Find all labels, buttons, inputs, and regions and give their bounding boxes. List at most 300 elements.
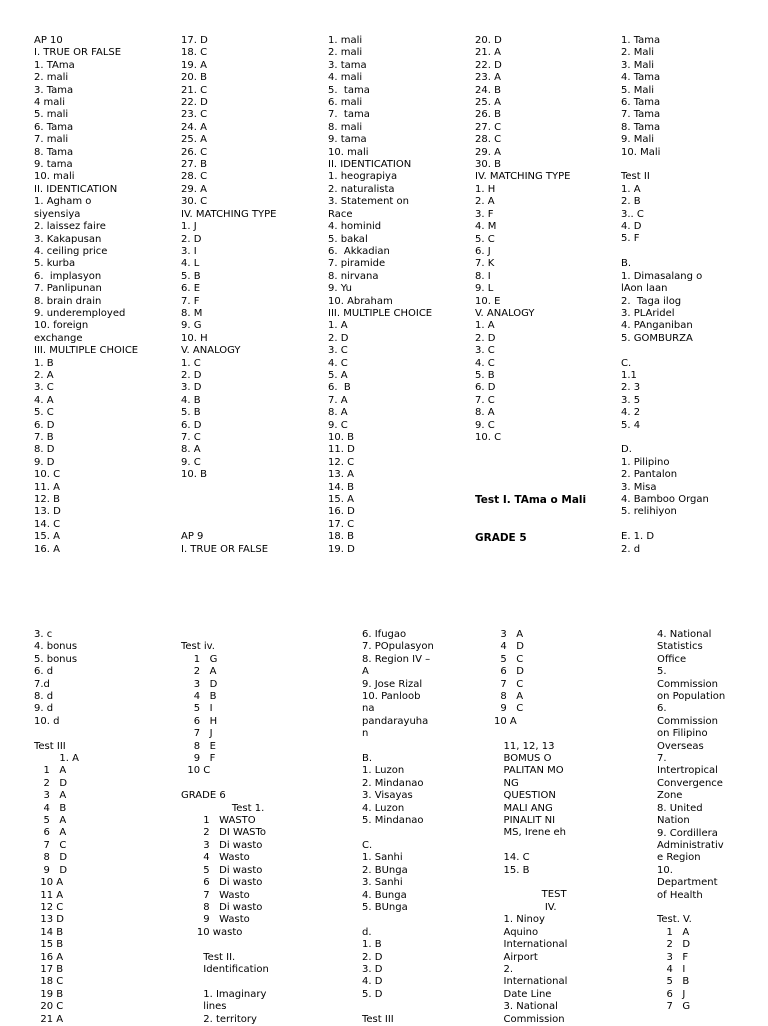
answer-line: 27. C bbox=[475, 121, 502, 133]
answer-line: 10. mali bbox=[328, 146, 369, 158]
answer-line: 5. bonus bbox=[34, 653, 78, 665]
answer-line: 5 B bbox=[657, 976, 690, 988]
answer-line: 1. Sanhi bbox=[362, 852, 403, 864]
answer-line: 4 D bbox=[494, 641, 524, 653]
answer-line: 7 G bbox=[657, 1001, 691, 1013]
answer-line: 2 DI WASTo bbox=[181, 827, 267, 839]
answer-line: 6 D bbox=[494, 666, 524, 678]
answer-line: 5. B bbox=[181, 407, 201, 419]
answer-line: 2. D bbox=[328, 332, 349, 344]
answer-line: 2. 3 bbox=[621, 382, 641, 394]
answer-line: Test 1. bbox=[181, 802, 265, 814]
answer-line: 4. B bbox=[181, 394, 201, 406]
answer-line: 13 D bbox=[34, 914, 64, 926]
answer-line: 3. D bbox=[181, 382, 202, 394]
answer-line: 5 Di wasto bbox=[181, 864, 263, 876]
answer-line: siyensiya bbox=[34, 208, 81, 220]
answer-line: 6 Di wasto bbox=[181, 877, 263, 889]
answer-line: C. bbox=[621, 357, 632, 369]
answer-line: 7 J bbox=[181, 728, 213, 740]
answer-line: 8. A bbox=[328, 407, 348, 419]
answer-line: 25. A bbox=[181, 134, 207, 146]
answer-line: Commission bbox=[494, 1013, 565, 1025]
answer-line: 29. A bbox=[181, 183, 207, 195]
answer-line: 4. Bunga bbox=[362, 889, 407, 901]
answer-line: 10 A bbox=[494, 715, 517, 727]
answer-line: PALITAN MO bbox=[494, 765, 564, 777]
answer-line: 7. F bbox=[181, 295, 200, 307]
answer-line: 5. C bbox=[34, 407, 54, 419]
answer-line: 13. A bbox=[328, 469, 354, 481]
bottom-column-4 bbox=[494, 629, 567, 1026]
answer-line: 8 E bbox=[181, 740, 216, 752]
answer-line: 4. ceiling price bbox=[34, 245, 108, 257]
answer-line: 4. D bbox=[362, 976, 383, 988]
answer-line: 10. E bbox=[475, 295, 501, 307]
bottom-column-1 bbox=[34, 629, 79, 1026]
answer-line: 5. tama bbox=[328, 84, 370, 96]
answer-line bbox=[494, 877, 567, 889]
answer-line: 6. D bbox=[181, 419, 202, 431]
answer-line: on Filipino bbox=[657, 728, 708, 740]
answer-line: 7. mali bbox=[34, 134, 69, 146]
answer-line: 7. A bbox=[328, 394, 348, 406]
answer-line: 14. B bbox=[328, 481, 354, 493]
answer-line: 10. Mali bbox=[621, 146, 661, 158]
answer-line: Overseas bbox=[657, 740, 704, 752]
answer-line: B. bbox=[621, 258, 632, 270]
answer-line: 2 D bbox=[657, 939, 691, 951]
answer-line: 12. C bbox=[328, 456, 355, 468]
answer-line: 3 A bbox=[34, 790, 67, 802]
answer-line: 7. B bbox=[34, 432, 54, 443]
answer-line: 3. Statement on bbox=[328, 196, 409, 208]
answer-line: III. MULTIPLE CHOICE bbox=[328, 307, 433, 319]
answer-line: 1. Pilipino bbox=[621, 456, 670, 468]
answer-line: Race bbox=[328, 208, 353, 220]
answer-line: 6. D bbox=[475, 382, 496, 394]
answer-line: lines bbox=[181, 1001, 227, 1013]
answer-line: 13. D bbox=[34, 506, 61, 518]
answer-line: 4 Wasto bbox=[181, 852, 250, 864]
answer-line: 3. F bbox=[475, 208, 494, 220]
answer-line: 5. kurba bbox=[34, 258, 76, 270]
answer-line: 7. C bbox=[181, 432, 201, 443]
answer-line: 24. A bbox=[181, 121, 207, 133]
answer-line: 8. nirvana bbox=[328, 270, 379, 282]
answer-line: Identification bbox=[181, 963, 269, 975]
answer-line: 16 A bbox=[34, 951, 64, 963]
answer-line: 26. C bbox=[181, 146, 208, 158]
bottom-column-5 bbox=[657, 629, 725, 1014]
answer-line: 7. piramide bbox=[328, 258, 386, 270]
answer-line: 7. Panlipunan bbox=[34, 283, 102, 295]
answer-line: 3. Mali bbox=[621, 59, 655, 71]
answer-line: 9 C bbox=[494, 703, 524, 715]
answer-line: 14 B bbox=[34, 926, 64, 938]
answer-line: 27. B bbox=[181, 159, 207, 171]
answer-line: 10. Abraham bbox=[328, 295, 393, 307]
answer-line: 7. tama bbox=[328, 109, 370, 121]
answer-line: 1. C bbox=[181, 357, 201, 369]
answer-line: GRADE 6 bbox=[181, 790, 226, 802]
answer-line: II. IDENTICATION bbox=[328, 159, 412, 171]
answer-line: 20 C bbox=[34, 1001, 64, 1013]
answer-line: PINALIT NI bbox=[494, 815, 556, 827]
answer-line: E. 1. D bbox=[621, 531, 655, 543]
answer-line: B. bbox=[362, 753, 373, 765]
answer-line: MS, Irene eh bbox=[494, 827, 567, 839]
answer-line: 2. Mindanao bbox=[362, 777, 424, 789]
answer-line: 1. heograpiya bbox=[328, 171, 398, 183]
answer-line: 9. tama bbox=[328, 134, 367, 146]
answer-line: 28. C bbox=[475, 134, 502, 146]
answer-line: 1.1 bbox=[621, 369, 637, 381]
answer-line: 6. Tama bbox=[621, 97, 661, 109]
answer-line: 4. Bamboo Organ bbox=[621, 493, 709, 505]
answer-line: 7 C bbox=[494, 678, 524, 690]
answer-line: IV. bbox=[494, 901, 557, 913]
answer-line: 6. D bbox=[34, 419, 55, 431]
answer-line bbox=[181, 976, 269, 988]
answer-line: 17. C bbox=[328, 518, 355, 530]
answer-line: 1. A bbox=[621, 183, 641, 195]
answer-line: 5. mali bbox=[34, 109, 69, 121]
bottom-column-3 bbox=[362, 629, 434, 1026]
answer-line: 22. D bbox=[181, 97, 208, 109]
answer-line: 14. C bbox=[34, 518, 61, 530]
answer-line: 5. A bbox=[328, 369, 348, 381]
answer-line: MALI ANG bbox=[494, 802, 553, 814]
answer-line: 4 I bbox=[657, 963, 686, 975]
answer-line: II. IDENTICATION bbox=[34, 183, 118, 195]
answer-line: 30. C bbox=[181, 196, 208, 208]
answer-line: 7. K bbox=[475, 258, 495, 270]
answer-line bbox=[362, 914, 434, 926]
answer-line: 9. Cordillera bbox=[657, 827, 718, 839]
answer-line: 6. implasyon bbox=[34, 270, 102, 282]
answer-line: 2. mali bbox=[34, 72, 69, 84]
answer-line: 8. A bbox=[181, 444, 201, 456]
answer-line bbox=[362, 827, 434, 839]
answer-line: Test II. bbox=[181, 951, 236, 963]
answer-line: 24. B bbox=[475, 84, 501, 96]
answer-line: I. TRUE OR FALSE bbox=[34, 47, 122, 59]
answer-line: 8. brain drain bbox=[34, 295, 102, 307]
answer-line: 3. C bbox=[328, 345, 348, 357]
answer-line: 23. C bbox=[181, 109, 208, 121]
answer-line: International bbox=[494, 939, 568, 951]
answer-line: 19. D bbox=[328, 543, 355, 555]
answer-line: Aquino bbox=[494, 926, 539, 938]
answer-line: Department bbox=[657, 877, 718, 889]
answer-line: 6. Tama bbox=[34, 121, 74, 133]
answer-line: pandarayuha bbox=[362, 715, 429, 727]
answer-line: 3. C bbox=[34, 382, 54, 394]
answer-line: 1 A bbox=[657, 926, 690, 938]
answer-line: 20. D bbox=[475, 35, 502, 46]
answer-line: 6. Ifugao bbox=[362, 629, 407, 640]
answer-line: 10. foreign bbox=[34, 320, 89, 332]
answer-line: 8 A bbox=[494, 691, 524, 703]
answer-line: 2. bbox=[494, 963, 514, 975]
answer-line: 2. D bbox=[181, 369, 202, 381]
answer-line: 17 B bbox=[34, 963, 64, 975]
answer-line: 10. bbox=[657, 864, 673, 876]
answer-line: 5. bbox=[657, 666, 667, 678]
answer-line: 5. relihiyon bbox=[621, 506, 677, 518]
answer-line: 10 A bbox=[34, 877, 64, 889]
answer-line: 7. Tama bbox=[621, 109, 661, 121]
answer-line: 1 A bbox=[34, 765, 67, 777]
answer-line: 8 Di wasto bbox=[181, 901, 263, 913]
answer-line: 5 C bbox=[494, 653, 524, 665]
answer-line: 7. C bbox=[475, 394, 495, 406]
answer-line: 4 B bbox=[181, 691, 217, 703]
answer-line: 3. PLAridel bbox=[621, 307, 675, 319]
answer-line: 10. C bbox=[34, 469, 61, 481]
answer-line: 8 D bbox=[34, 852, 68, 864]
answer-line: 15. B bbox=[494, 864, 530, 876]
answer-line: Test II bbox=[621, 171, 650, 183]
answer-line: 1 WASTO bbox=[181, 815, 256, 827]
answer-line: na bbox=[362, 703, 375, 715]
answer-line: 1. TAma bbox=[34, 59, 75, 71]
answer-line: 9. C bbox=[181, 456, 201, 468]
answer-line: QUESTION bbox=[494, 790, 556, 802]
bottom-column-2 bbox=[181, 629, 269, 1026]
answer-line: 8. Tama bbox=[34, 146, 74, 158]
answer-line: 8. M bbox=[181, 307, 203, 319]
answer-line: 5. GOMBURZA bbox=[621, 332, 693, 344]
answer-line: 8. I bbox=[475, 270, 491, 282]
answer-line: 8. A bbox=[475, 407, 495, 419]
answer-line: 7. bbox=[657, 753, 667, 765]
answer-line: 5. B bbox=[181, 270, 201, 282]
answer-line bbox=[621, 246, 709, 258]
answer-line: BOMUS O bbox=[494, 753, 552, 765]
answer-line bbox=[621, 345, 709, 357]
answer-line: 8. D bbox=[34, 444, 55, 456]
answer-line: 5. Mali bbox=[621, 84, 655, 96]
answer-line: 10. H bbox=[181, 332, 208, 344]
answer-line: 5 A bbox=[34, 815, 67, 827]
answer-line: 5. B bbox=[475, 369, 495, 381]
answer-line: 9. tama bbox=[34, 159, 73, 171]
answer-line: Test III bbox=[362, 1013, 394, 1025]
answer-line: 3.. C bbox=[621, 208, 644, 220]
test-heading: Test I. TAma o Mali bbox=[475, 494, 587, 506]
answer-line: Test. V. bbox=[657, 914, 692, 926]
answer-line: 4. D bbox=[621, 221, 642, 233]
top-column-1 bbox=[34, 35, 138, 556]
answer-line bbox=[494, 840, 567, 852]
answer-line: 1. mali bbox=[328, 35, 363, 46]
answer-line: 2 D bbox=[34, 777, 68, 789]
answer-line: 15. A bbox=[34, 531, 60, 543]
answer-line: 1. B bbox=[362, 939, 382, 951]
answer-line: 3 A bbox=[494, 629, 524, 640]
answer-line: Statistics bbox=[657, 641, 703, 653]
answer-line bbox=[362, 741, 434, 753]
answer-line: 9 D bbox=[34, 864, 68, 876]
answer-line: 9. G bbox=[181, 320, 202, 332]
answer-line: 1. Ninoy bbox=[494, 914, 545, 926]
answer-line: 3. D bbox=[362, 963, 383, 975]
answer-line: 6. E bbox=[181, 283, 201, 295]
answer-line: 15 B bbox=[34, 939, 64, 951]
answer-line: 3 F bbox=[657, 951, 689, 963]
answer-line: 3. tama bbox=[328, 59, 367, 71]
answer-line bbox=[181, 778, 269, 790]
answer-line: 18 C bbox=[34, 976, 64, 988]
answer-line: 5. BUnga bbox=[362, 901, 408, 913]
answer-line: 2. laissez faire bbox=[34, 221, 106, 233]
answer-line: TEST bbox=[494, 889, 567, 901]
answer-line: n bbox=[362, 728, 369, 740]
answer-line: 19 B bbox=[34, 988, 64, 1000]
answer-line: 5. F bbox=[621, 233, 640, 245]
answer-line: 3. Kakapusan bbox=[34, 233, 102, 245]
answer-line: 4. bonus bbox=[34, 641, 78, 653]
answer-line: 6. J bbox=[475, 245, 491, 257]
answer-line: 9. Yu bbox=[328, 283, 353, 295]
answer-line: of Health bbox=[657, 889, 703, 901]
answer-line: 4. Tama bbox=[621, 72, 661, 84]
answer-line: A bbox=[362, 666, 369, 678]
answer-line: 18. C bbox=[181, 47, 208, 59]
answer-line: 20. B bbox=[181, 72, 207, 84]
answer-line: C. bbox=[362, 839, 373, 851]
answer-line: 2. D bbox=[181, 233, 202, 245]
answer-line: 1 G bbox=[181, 653, 218, 665]
answer-line: IV. MATCHING TYPE bbox=[475, 171, 571, 183]
answer-line: 6. mali bbox=[328, 97, 363, 109]
answer-line: 3. Misa bbox=[621, 481, 657, 493]
answer-line: 5. D bbox=[362, 988, 383, 1000]
answer-line bbox=[494, 728, 567, 740]
answer-line: 9. d bbox=[34, 703, 54, 715]
answer-line: 12 C bbox=[34, 901, 64, 913]
answer-line: Administrativ bbox=[657, 839, 724, 851]
answer-line: e Region bbox=[657, 852, 701, 864]
answer-line: 18. B bbox=[328, 531, 354, 543]
answer-line: 4. L bbox=[181, 258, 200, 270]
answer-line: 5 I bbox=[181, 703, 213, 715]
answer-line: 26. B bbox=[475, 109, 501, 121]
answer-line: 2. d bbox=[621, 543, 641, 555]
answer-line bbox=[181, 519, 277, 531]
top-column-5 bbox=[621, 35, 709, 556]
answer-line: 10. mali bbox=[34, 171, 75, 183]
answer-line: 2. mali bbox=[328, 47, 363, 59]
answer-line: 5. 4 bbox=[621, 419, 641, 431]
answer-line: 1. A bbox=[34, 753, 79, 765]
top-column-2 bbox=[181, 35, 277, 556]
answer-line: 6 H bbox=[181, 715, 218, 727]
answer-line: 3. C bbox=[475, 345, 495, 357]
answer-line: Commission bbox=[657, 715, 719, 727]
answer-line: 8. United bbox=[657, 802, 703, 814]
answer-line: I. TRUE OR FALSE bbox=[181, 543, 269, 555]
answer-line: Convergence bbox=[657, 777, 723, 789]
answer-line bbox=[181, 482, 277, 494]
answer-line: 4 mali bbox=[34, 97, 65, 109]
answer-line: 9. underemployed bbox=[34, 307, 126, 319]
answer-line: 17. D bbox=[181, 35, 208, 46]
answer-line: 6. bbox=[657, 703, 667, 715]
answer-line: 10. B bbox=[328, 432, 354, 443]
answer-line: 2. A bbox=[34, 369, 54, 381]
answer-line: D. bbox=[621, 444, 632, 456]
answer-line: Commission bbox=[657, 678, 719, 690]
grade-heading: GRADE 5 bbox=[475, 532, 527, 544]
answer-line: 9. C bbox=[328, 419, 348, 431]
answer-line: 4. Luzon bbox=[362, 802, 405, 814]
answer-line: 9. D bbox=[34, 456, 55, 468]
answer-line: 1. Imaginary bbox=[181, 988, 267, 1000]
answer-line: 3. 5 bbox=[621, 394, 641, 406]
answer-line: 2. Pantalon bbox=[621, 469, 678, 481]
answer-line: 5. C bbox=[475, 233, 495, 245]
answer-line: 10. d bbox=[34, 715, 60, 727]
answer-line: 15. A bbox=[328, 494, 354, 506]
answer-line: 6. d bbox=[34, 666, 54, 678]
answer-line bbox=[621, 432, 709, 444]
answer-line: exchange bbox=[34, 332, 83, 344]
answer-line: 28. C bbox=[181, 171, 208, 183]
answer-line: 4. M bbox=[475, 221, 497, 233]
answer-line: 3. I bbox=[181, 245, 197, 257]
answer-line: Zone bbox=[657, 790, 683, 802]
answer-line: 14. C bbox=[494, 852, 530, 864]
answer-line: 4. mali bbox=[328, 72, 363, 84]
answer-line: 9. Jose Rizal bbox=[362, 678, 423, 690]
answer-line: 9. L bbox=[475, 283, 494, 295]
answer-line: Date Line bbox=[494, 988, 552, 1000]
top-column-4 bbox=[475, 35, 571, 444]
answer-line: 3 Di wasto bbox=[181, 839, 263, 851]
answer-line: 2. Taga ilog bbox=[621, 295, 682, 307]
answer-line: 16. A bbox=[34, 543, 60, 555]
answer-line bbox=[181, 629, 269, 641]
answer-line: 12. B bbox=[34, 494, 60, 506]
answer-line: 8. mali bbox=[328, 121, 363, 133]
answer-line: 4. C bbox=[328, 357, 348, 369]
answer-line: Intertropical bbox=[657, 765, 718, 777]
answer-line: 7.d bbox=[34, 678, 50, 690]
answer-line bbox=[621, 519, 709, 531]
top-column-3 bbox=[328, 35, 432, 556]
answer-line: Nation bbox=[657, 815, 690, 827]
answer-line: NG bbox=[494, 777, 519, 789]
answer-line: 1. Dimasalang o bbox=[621, 270, 703, 282]
answer-line: 2. B bbox=[621, 196, 641, 208]
answer-line: AP 10 bbox=[34, 35, 63, 46]
answer-line: 2. BUnga bbox=[362, 864, 408, 876]
answer-line: 16. D bbox=[328, 506, 355, 518]
answer-line: International bbox=[494, 976, 568, 988]
answer-line: 3. Visayas bbox=[362, 790, 413, 802]
answer-line: 10 wasto bbox=[181, 926, 243, 938]
answer-line: 4 B bbox=[34, 802, 67, 814]
answer-line: 10 C bbox=[181, 765, 211, 777]
answer-line: Test III bbox=[34, 740, 66, 752]
answer-line: 1. A bbox=[328, 320, 348, 332]
answer-line: 11, 12, 13 bbox=[494, 740, 555, 752]
answer-line: on Population bbox=[657, 691, 726, 703]
answer-line: 9 F bbox=[181, 753, 216, 765]
